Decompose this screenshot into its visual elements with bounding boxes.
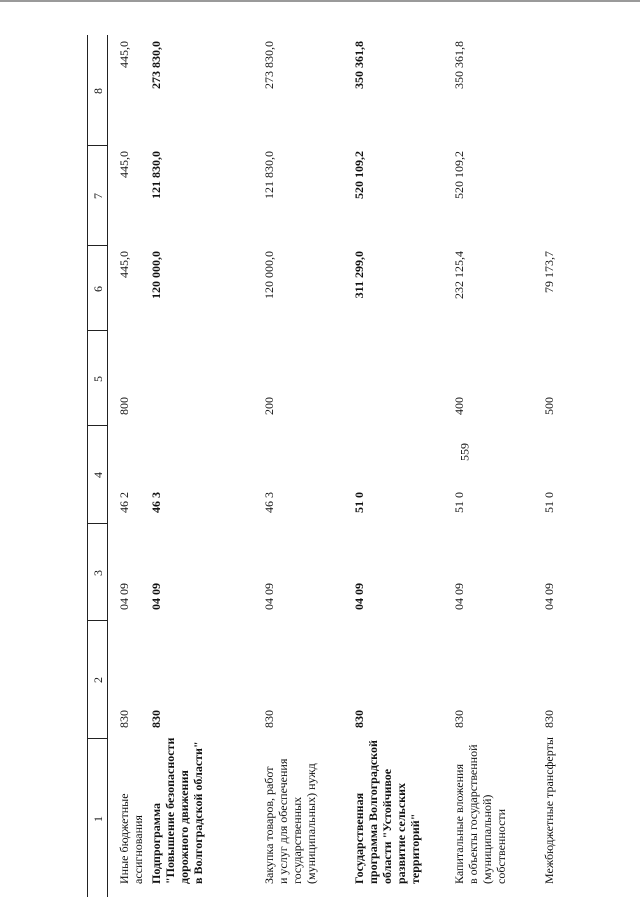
row-label-line: территорий"	[408, 813, 422, 884]
row-label-line: развитие сельских	[394, 782, 408, 884]
column-header-5: 5	[91, 375, 105, 382]
row-label-line: дорожного движения	[177, 770, 191, 884]
cell-col-8: 350 361,8	[352, 41, 366, 89]
header-cell-separator	[87, 738, 107, 739]
cell-col-6: 445,0	[117, 251, 131, 278]
cell-col-2: 830	[542, 710, 556, 728]
cell-col-5: 800	[117, 397, 131, 415]
cell-col-2: 830	[352, 710, 366, 728]
cell-col-5: 400	[452, 397, 466, 415]
cell-col-7: 520 109,2	[352, 151, 366, 199]
header-cell-separator	[87, 620, 107, 621]
budget-table	[87, 35, 607, 897]
header-cell-separator	[87, 145, 107, 146]
cell-col-6: 120 000,0	[149, 251, 163, 299]
row-label-line: области "Устойчивое	[380, 768, 394, 884]
row-label-line: Капитальные вложения	[452, 764, 466, 884]
row-label-line: в объекты государственной	[466, 744, 480, 884]
row-label-line: Подпрограмма	[149, 802, 163, 884]
cell-col-8: 350 361,8	[452, 41, 466, 89]
cell-col-5: 500	[542, 397, 556, 415]
row-label-line: (муниципальных) нужд	[304, 763, 318, 884]
header-cell-separator	[87, 330, 107, 331]
cell-col-3: 04 09	[352, 583, 366, 610]
row-label-line: программа Волгоградской	[366, 740, 380, 884]
cell-col-7: 520 109,2	[452, 151, 466, 199]
column-header-2: 2	[91, 677, 105, 683]
cell-col-3: 04 09	[542, 583, 556, 610]
header-cell-separator	[87, 425, 107, 426]
cell-col-2: 830	[452, 710, 466, 728]
row-label-line: ассигнования	[131, 815, 145, 884]
cell-col-7: 445,0	[117, 151, 131, 178]
column-header-1: 1	[91, 815, 105, 822]
row-label-line: Государственная	[352, 792, 366, 884]
cell-col-4: 46 3	[149, 492, 163, 513]
row-label-line: государственных	[290, 796, 304, 884]
cell-col-6: 311 299,0	[352, 251, 366, 299]
header-cell-separator	[87, 245, 107, 246]
cell-col-2: 830	[149, 710, 163, 728]
row-label-line: Иные бюджетные	[117, 793, 131, 884]
row-label-line: "Повышение безопасности	[163, 737, 177, 884]
cell-col-6: 232 125,4	[452, 251, 466, 299]
row-label-line: собственности	[494, 808, 508, 884]
cell-col-4: 46 3	[262, 492, 276, 513]
cell-col-4: 51 0	[542, 492, 556, 513]
cell-col-6: 79 173,7	[542, 251, 556, 293]
column-header-6: 6	[91, 285, 105, 292]
page-top-border	[0, 0, 640, 2]
table-outer-border	[87, 35, 88, 897]
cell-col-4: 51 0	[352, 492, 366, 513]
cell-col-6: 120 000,0	[262, 251, 276, 299]
cell-col-2: 830	[117, 710, 131, 728]
cell-col-7: 121 830,0	[262, 151, 276, 199]
header-cell-separator	[87, 523, 107, 524]
cell-col-5: 200	[262, 397, 276, 415]
cell-col-2: 830	[262, 710, 276, 728]
cell-col-8: 273 830,0	[262, 41, 276, 89]
row-label-line: Закупка товаров, работ	[262, 766, 276, 884]
cell-col-3: 04 09	[117, 583, 131, 610]
column-header-8: 8	[91, 88, 105, 94]
cell-col-3: 04 09	[149, 583, 163, 610]
cell-col-7: 121 830,0	[149, 151, 163, 199]
row-label-line: (муниципальной)	[480, 794, 494, 884]
column-header-4: 4	[91, 472, 105, 478]
page-number: 559	[457, 443, 472, 461]
cell-col-8: 445,0	[117, 41, 131, 68]
cell-col-3: 04 09	[262, 583, 276, 610]
row-label-line: и услуг для обеспечения	[276, 758, 290, 884]
header-row-border	[107, 35, 108, 897]
column-header-3: 3	[91, 569, 105, 576]
cell-col-3: 04 09	[452, 583, 466, 610]
row-label-line: Межбюджетные трансферты	[542, 737, 556, 884]
cell-col-4: 46 2	[117, 492, 131, 513]
row-label-line: в Волгоградской области"	[191, 741, 205, 884]
cell-col-4: 51 0	[452, 492, 466, 513]
cell-col-8: 273 830,0	[149, 41, 163, 89]
column-header-7: 7	[91, 193, 105, 199]
